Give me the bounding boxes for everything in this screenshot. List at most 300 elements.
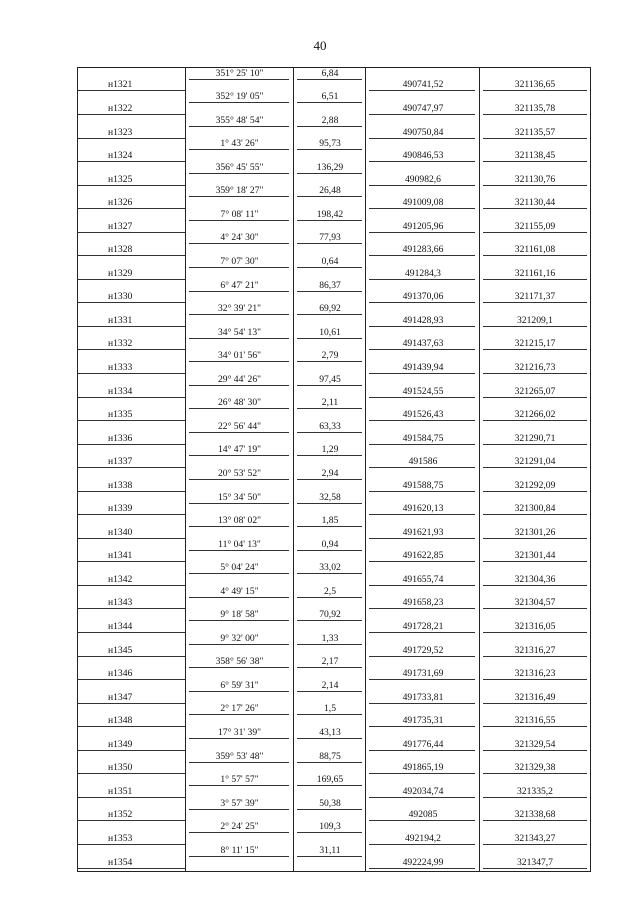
point-id: н1323 — [108, 126, 133, 138]
row-underline — [369, 632, 475, 633]
row-underline — [483, 255, 587, 256]
row-underline — [297, 691, 362, 692]
row-underline — [483, 208, 587, 209]
segment-length: 10,61 — [319, 326, 341, 338]
row-underline — [297, 809, 362, 810]
row-underline — [483, 538, 587, 539]
row-underline — [483, 114, 587, 115]
x-coordinate: 491729,52 — [402, 644, 444, 656]
row-underline — [369, 255, 475, 256]
row-underline — [297, 762, 362, 763]
direction-angle: 3° 57' 39" — [220, 797, 259, 809]
y-coordinate: 321300,84 — [514, 503, 556, 515]
direction-angle: 4° 24' 30" — [220, 232, 259, 244]
row-underline — [297, 338, 362, 339]
row-underline — [189, 243, 289, 244]
segment-length: 97,45 — [319, 373, 341, 385]
row-underline — [369, 420, 475, 421]
y-coordinate: 321347,7 — [517, 856, 553, 868]
segment-length: 95,73 — [319, 138, 341, 150]
segment-length: 77,93 — [319, 232, 341, 244]
x-coordinate: 491733,81 — [402, 691, 444, 703]
row-underline — [78, 232, 185, 233]
x-coordinate: 491586 — [408, 456, 438, 468]
row-underline — [297, 856, 362, 857]
y-coordinate: 321291,04 — [514, 456, 556, 468]
row-underline — [297, 832, 362, 833]
row-underline — [369, 656, 475, 657]
row-underline — [297, 479, 362, 480]
y-coordinate: 321290,71 — [514, 432, 556, 444]
direction-angle: 14° 47' 19" — [217, 444, 262, 456]
x-coordinate: 491284,3 — [405, 267, 441, 279]
row-underline — [483, 773, 587, 774]
row-underline — [483, 679, 587, 680]
row-underline — [78, 161, 185, 162]
row-underline — [483, 185, 587, 186]
row-underline — [189, 338, 289, 339]
segment-length: 43,13 — [319, 727, 341, 738]
row-underline — [78, 561, 185, 562]
x-coordinate: 491205,96 — [402, 220, 444, 232]
y-coordinate: 321304,36 — [514, 573, 556, 585]
point-id: н1352 — [108, 809, 133, 821]
point-id: н1327 — [108, 220, 133, 232]
page-number: 40 — [313, 38, 327, 53]
x-coordinate: 491524,55 — [402, 385, 444, 397]
row-underline — [483, 138, 587, 139]
x-coordinate: 492085 — [408, 809, 438, 821]
row-underline — [297, 644, 362, 645]
row-underline — [297, 126, 362, 127]
y-coordinate: 321316,05 — [514, 621, 556, 633]
row-underline — [78, 491, 185, 492]
row-underline — [483, 585, 587, 586]
row-underline — [189, 385, 289, 386]
point-id: н1332 — [108, 338, 133, 350]
y-coordinate: 321335,2 — [517, 785, 553, 797]
x-coordinate: 491728,21 — [402, 621, 444, 633]
y-coordinate: 321130,44 — [514, 197, 556, 209]
y-coordinate: 321304,57 — [514, 597, 556, 609]
row-underline — [483, 491, 587, 492]
row-underline — [297, 385, 362, 386]
segment-length: 1,29 — [321, 444, 339, 456]
y-coordinate: 321338,68 — [514, 809, 556, 821]
x-coordinate: 491588,75 — [402, 479, 444, 491]
x-coordinate: 490846,53 — [402, 150, 444, 162]
row-underline — [78, 467, 185, 468]
row-underline — [78, 538, 185, 539]
point-id: н1334 — [108, 385, 133, 397]
row-underline — [189, 173, 289, 174]
y-coordinate: 321215,17 — [514, 338, 556, 350]
y-coordinate: 321316,49 — [514, 691, 556, 703]
row-underline — [483, 161, 587, 162]
row-underline — [483, 726, 587, 727]
point-id: н1354 — [108, 856, 133, 868]
row-underline — [483, 373, 587, 374]
segment-length: 2,5 — [324, 585, 336, 597]
direction-angle: 355° 48' 54" — [215, 114, 264, 126]
row-underline — [189, 620, 289, 621]
segment-length: 63,33 — [319, 420, 341, 432]
row-underline — [297, 738, 362, 739]
row-underline — [78, 397, 185, 398]
x-coordinate: 491584,75 — [402, 432, 444, 444]
row-underline — [483, 750, 587, 751]
segment-length: 109,3 — [319, 821, 341, 833]
row-underline — [369, 608, 475, 609]
row-underline — [297, 291, 362, 292]
segment-length: 1,5 — [324, 703, 336, 715]
row-underline — [369, 820, 475, 821]
point-id: н1345 — [108, 644, 133, 656]
row-underline — [483, 302, 587, 303]
x-coordinate: 490747,97 — [402, 102, 444, 114]
direction-angle: 7° 07' 30" — [220, 256, 259, 268]
x-coordinate: 491620,13 — [402, 503, 444, 515]
row-underline — [483, 349, 587, 350]
row-underline — [297, 243, 362, 244]
point-id: н1330 — [108, 291, 133, 303]
segment-length: 2,94 — [321, 467, 339, 479]
y-coordinate: 321135,57 — [514, 126, 556, 138]
segment-length: 6,84 — [321, 67, 339, 79]
row-underline — [483, 797, 587, 798]
direction-angle: 22° 56' 44" — [217, 420, 262, 432]
x-coordinate: 492034,74 — [402, 785, 444, 797]
point-id: н1341 — [108, 550, 133, 562]
row-underline — [189, 291, 289, 292]
row-underline — [297, 196, 362, 197]
direction-angle: 29° 44' 26" — [217, 373, 262, 385]
y-coordinate: 321266,02 — [514, 409, 556, 421]
row-underline — [78, 726, 185, 727]
point-id: н1342 — [108, 573, 133, 585]
row-underline — [78, 208, 185, 209]
point-id: н1350 — [108, 762, 133, 774]
row-underline — [483, 467, 587, 468]
point-id: н1351 — [108, 785, 133, 797]
segment-length: 70,92 — [319, 609, 341, 621]
row-underline — [369, 797, 475, 798]
y-coordinate: 321155,09 — [514, 220, 556, 232]
direction-angle: 34° 54' 13" — [217, 326, 262, 338]
y-coordinate: 321161,16 — [514, 267, 556, 279]
segment-length: 169,65 — [316, 774, 344, 786]
row-underline — [369, 444, 475, 445]
row-underline — [483, 326, 587, 327]
x-coordinate: 490741,52 — [402, 79, 444, 91]
row-underline — [297, 620, 362, 621]
row-underline — [369, 585, 475, 586]
y-coordinate: 321343,27 — [514, 832, 556, 844]
row-underline — [369, 326, 475, 327]
row-underline — [78, 750, 185, 751]
row-underline — [78, 420, 185, 421]
x-coordinate: 491658,23 — [402, 597, 444, 609]
segment-length: 1,33 — [321, 632, 339, 644]
y-coordinate: 321216,73 — [514, 362, 556, 373]
x-coordinate: 491865,19 — [402, 762, 444, 774]
row-underline — [297, 314, 362, 315]
row-underline — [369, 279, 475, 280]
x-coordinate: 491370,06 — [402, 291, 444, 303]
row-underline — [78, 679, 185, 680]
y-coordinate: 321329,38 — [514, 762, 556, 774]
direction-angle: 6° 59' 31" — [220, 679, 259, 691]
direction-angle: 15° 34' 50" — [217, 491, 262, 503]
row-underline — [369, 349, 475, 350]
row-underline — [369, 868, 475, 869]
row-underline — [297, 408, 362, 409]
point-id: н1349 — [108, 738, 133, 750]
row-underline — [297, 173, 362, 174]
row-underline — [78, 585, 185, 586]
point-id: н1335 — [108, 409, 133, 421]
row-underline — [483, 703, 587, 704]
row-underline — [189, 479, 289, 480]
y-coordinate: 321209,1 — [517, 314, 553, 326]
row-underline — [189, 738, 289, 739]
row-underline — [189, 550, 289, 551]
row-underline — [297, 503, 362, 504]
row-underline — [78, 608, 185, 609]
row-underline — [369, 90, 475, 91]
segment-length: 86,37 — [319, 279, 341, 291]
point-id: н1331 — [108, 314, 133, 326]
point-id: н1328 — [108, 244, 133, 256]
row-underline — [78, 279, 185, 280]
y-coordinate: 321292,09 — [514, 479, 556, 491]
row-underline — [189, 785, 289, 786]
row-underline — [78, 656, 185, 657]
x-coordinate: 491776,44 — [402, 738, 444, 750]
direction-angle: 356° 45' 55" — [215, 161, 264, 173]
direction-angle: 359° 18' 27" — [215, 185, 264, 197]
direction-angle: 20° 53' 52" — [217, 467, 262, 479]
row-underline — [483, 632, 587, 633]
point-id: н1325 — [108, 173, 133, 185]
row-underline — [78, 185, 185, 186]
row-underline — [78, 114, 185, 115]
row-underline — [297, 432, 362, 433]
row-underline — [78, 138, 185, 139]
direction-angle: 358° 56' 38" — [215, 656, 264, 668]
point-id: н1347 — [108, 691, 133, 703]
segment-length: 33,02 — [319, 562, 341, 574]
row-underline — [483, 514, 587, 515]
direction-angle: 2° 17' 26" — [220, 703, 259, 715]
row-underline — [189, 408, 289, 409]
point-id: н1336 — [108, 432, 133, 444]
row-underline — [483, 420, 587, 421]
y-coordinate: 321329,54 — [514, 738, 556, 750]
row-underline — [189, 573, 289, 574]
direction-angle: 8° 11' 15" — [220, 844, 259, 856]
row-underline — [369, 844, 475, 845]
row-underline — [189, 79, 289, 80]
segment-length: 2,88 — [321, 114, 339, 126]
direction-angle: 32° 39' 21" — [217, 303, 262, 315]
direction-angle: 1° 43' 26" — [220, 138, 259, 150]
point-id: н1343 — [108, 597, 133, 609]
direction-angle: 4° 49' 15" — [220, 585, 259, 597]
row-underline — [297, 102, 362, 103]
x-coordinate: 491009,08 — [402, 197, 444, 209]
segment-length: 26,48 — [319, 185, 341, 197]
x-coordinate: 491283,66 — [402, 244, 444, 256]
row-underline — [369, 208, 475, 209]
segment-length: 2,17 — [321, 656, 339, 668]
row-underline — [189, 314, 289, 315]
row-underline — [297, 220, 362, 221]
point-id: н1344 — [108, 621, 133, 633]
direction-angle: 6° 47' 21" — [220, 279, 259, 291]
row-underline — [297, 526, 362, 527]
y-coordinate: 321171,37 — [514, 291, 556, 303]
row-underline — [369, 538, 475, 539]
row-underline — [297, 455, 362, 456]
row-underline — [483, 868, 587, 869]
row-underline — [78, 773, 185, 774]
row-underline — [189, 714, 289, 715]
row-underline — [78, 444, 185, 445]
row-underline — [189, 432, 289, 433]
row-underline — [483, 444, 587, 445]
row-underline — [189, 597, 289, 598]
point-id: н1333 — [108, 362, 133, 373]
row-underline — [483, 608, 587, 609]
row-underline — [483, 561, 587, 562]
x-coordinate: 491621,93 — [402, 526, 444, 538]
row-underline — [78, 349, 185, 350]
y-coordinate: 321301,26 — [514, 526, 556, 538]
y-coordinate: 321301,44 — [514, 550, 556, 562]
row-underline — [78, 703, 185, 704]
row-underline — [78, 255, 185, 256]
segment-length: 2,11 — [321, 397, 339, 409]
x-coordinate: 491655,74 — [402, 573, 444, 585]
row-underline — [189, 809, 289, 810]
direction-angle: 359° 53' 48" — [215, 750, 264, 762]
segment-length: 2,14 — [321, 679, 339, 691]
segment-length: 198,42 — [316, 208, 344, 220]
direction-angle: 2° 24' 25" — [220, 821, 259, 833]
direction-angle: 7° 08' 11" — [220, 208, 259, 220]
y-coordinate: 321130,76 — [514, 173, 556, 185]
row-underline — [297, 714, 362, 715]
row-underline — [78, 326, 185, 327]
row-underline — [297, 267, 362, 268]
column-divider — [479, 68, 480, 871]
x-coordinate: 490750,84 — [402, 126, 444, 138]
y-coordinate: 321161,08 — [514, 244, 556, 256]
row-underline — [297, 149, 362, 150]
row-underline — [369, 185, 475, 186]
row-underline — [189, 526, 289, 527]
row-underline — [78, 820, 185, 821]
y-coordinate: 321316,27 — [514, 644, 556, 656]
point-id: н1340 — [108, 526, 133, 538]
x-coordinate: 491622,85 — [402, 550, 444, 562]
row-underline — [189, 832, 289, 833]
row-underline — [189, 102, 289, 103]
direction-angle: 34° 01' 56" — [217, 350, 262, 362]
point-id: н1337 — [108, 456, 133, 468]
point-id: н1321 — [108, 79, 133, 91]
row-underline — [189, 196, 289, 197]
row-underline — [78, 90, 185, 91]
point-id: н1339 — [108, 503, 133, 515]
row-underline — [369, 302, 475, 303]
row-underline — [369, 514, 475, 515]
segment-length: 32,58 — [319, 491, 341, 503]
row-underline — [297, 667, 362, 668]
row-underline — [297, 785, 362, 786]
point-id: н1348 — [108, 715, 133, 727]
point-id: н1346 — [108, 668, 133, 680]
point-id: н1322 — [108, 102, 133, 114]
point-id: н1329 — [108, 267, 133, 279]
row-underline — [483, 656, 587, 657]
row-underline — [189, 691, 289, 692]
row-underline — [297, 550, 362, 551]
row-underline — [78, 868, 185, 869]
x-coordinate: 491437,63 — [402, 338, 444, 350]
direction-angle: 9° 32' 00" — [220, 632, 259, 644]
coordinates-table — [77, 67, 591, 872]
row-underline — [297, 597, 362, 598]
row-underline — [189, 361, 289, 362]
direction-angle: 11° 04' 13" — [218, 538, 261, 550]
row-underline — [369, 750, 475, 751]
row-underline — [369, 467, 475, 468]
direction-angle: 9° 18' 58" — [220, 609, 259, 621]
row-underline — [189, 455, 289, 456]
row-underline — [78, 373, 185, 374]
x-coordinate: 492194,2 — [405, 832, 441, 844]
y-coordinate: 321316,55 — [514, 715, 556, 727]
y-coordinate: 321316,23 — [514, 668, 556, 680]
row-underline — [369, 114, 475, 115]
row-underline — [189, 126, 289, 127]
x-coordinate: 491428,93 — [402, 314, 444, 326]
point-id: н1326 — [108, 197, 133, 209]
x-coordinate: 491731,69 — [402, 668, 444, 680]
direction-angle: 352° 19' 05" — [215, 91, 264, 103]
row-underline — [369, 491, 475, 492]
y-coordinate: 321135,78 — [514, 102, 556, 114]
row-underline — [483, 279, 587, 280]
direction-angle: 13° 08' 02" — [217, 515, 262, 527]
row-underline — [369, 232, 475, 233]
row-underline — [189, 762, 289, 763]
row-underline — [297, 361, 362, 362]
segment-length: 1,85 — [321, 515, 339, 527]
row-underline — [297, 79, 362, 80]
segment-length: 88,75 — [319, 750, 341, 762]
segment-length: 0,64 — [321, 256, 339, 268]
row-underline — [369, 703, 475, 704]
row-underline — [78, 797, 185, 798]
y-coordinate: 321138,45 — [514, 150, 556, 162]
direction-angle: 26° 48' 30" — [217, 397, 262, 409]
row-underline — [189, 149, 289, 150]
row-underline — [78, 302, 185, 303]
x-coordinate: 492224,99 — [402, 856, 444, 868]
